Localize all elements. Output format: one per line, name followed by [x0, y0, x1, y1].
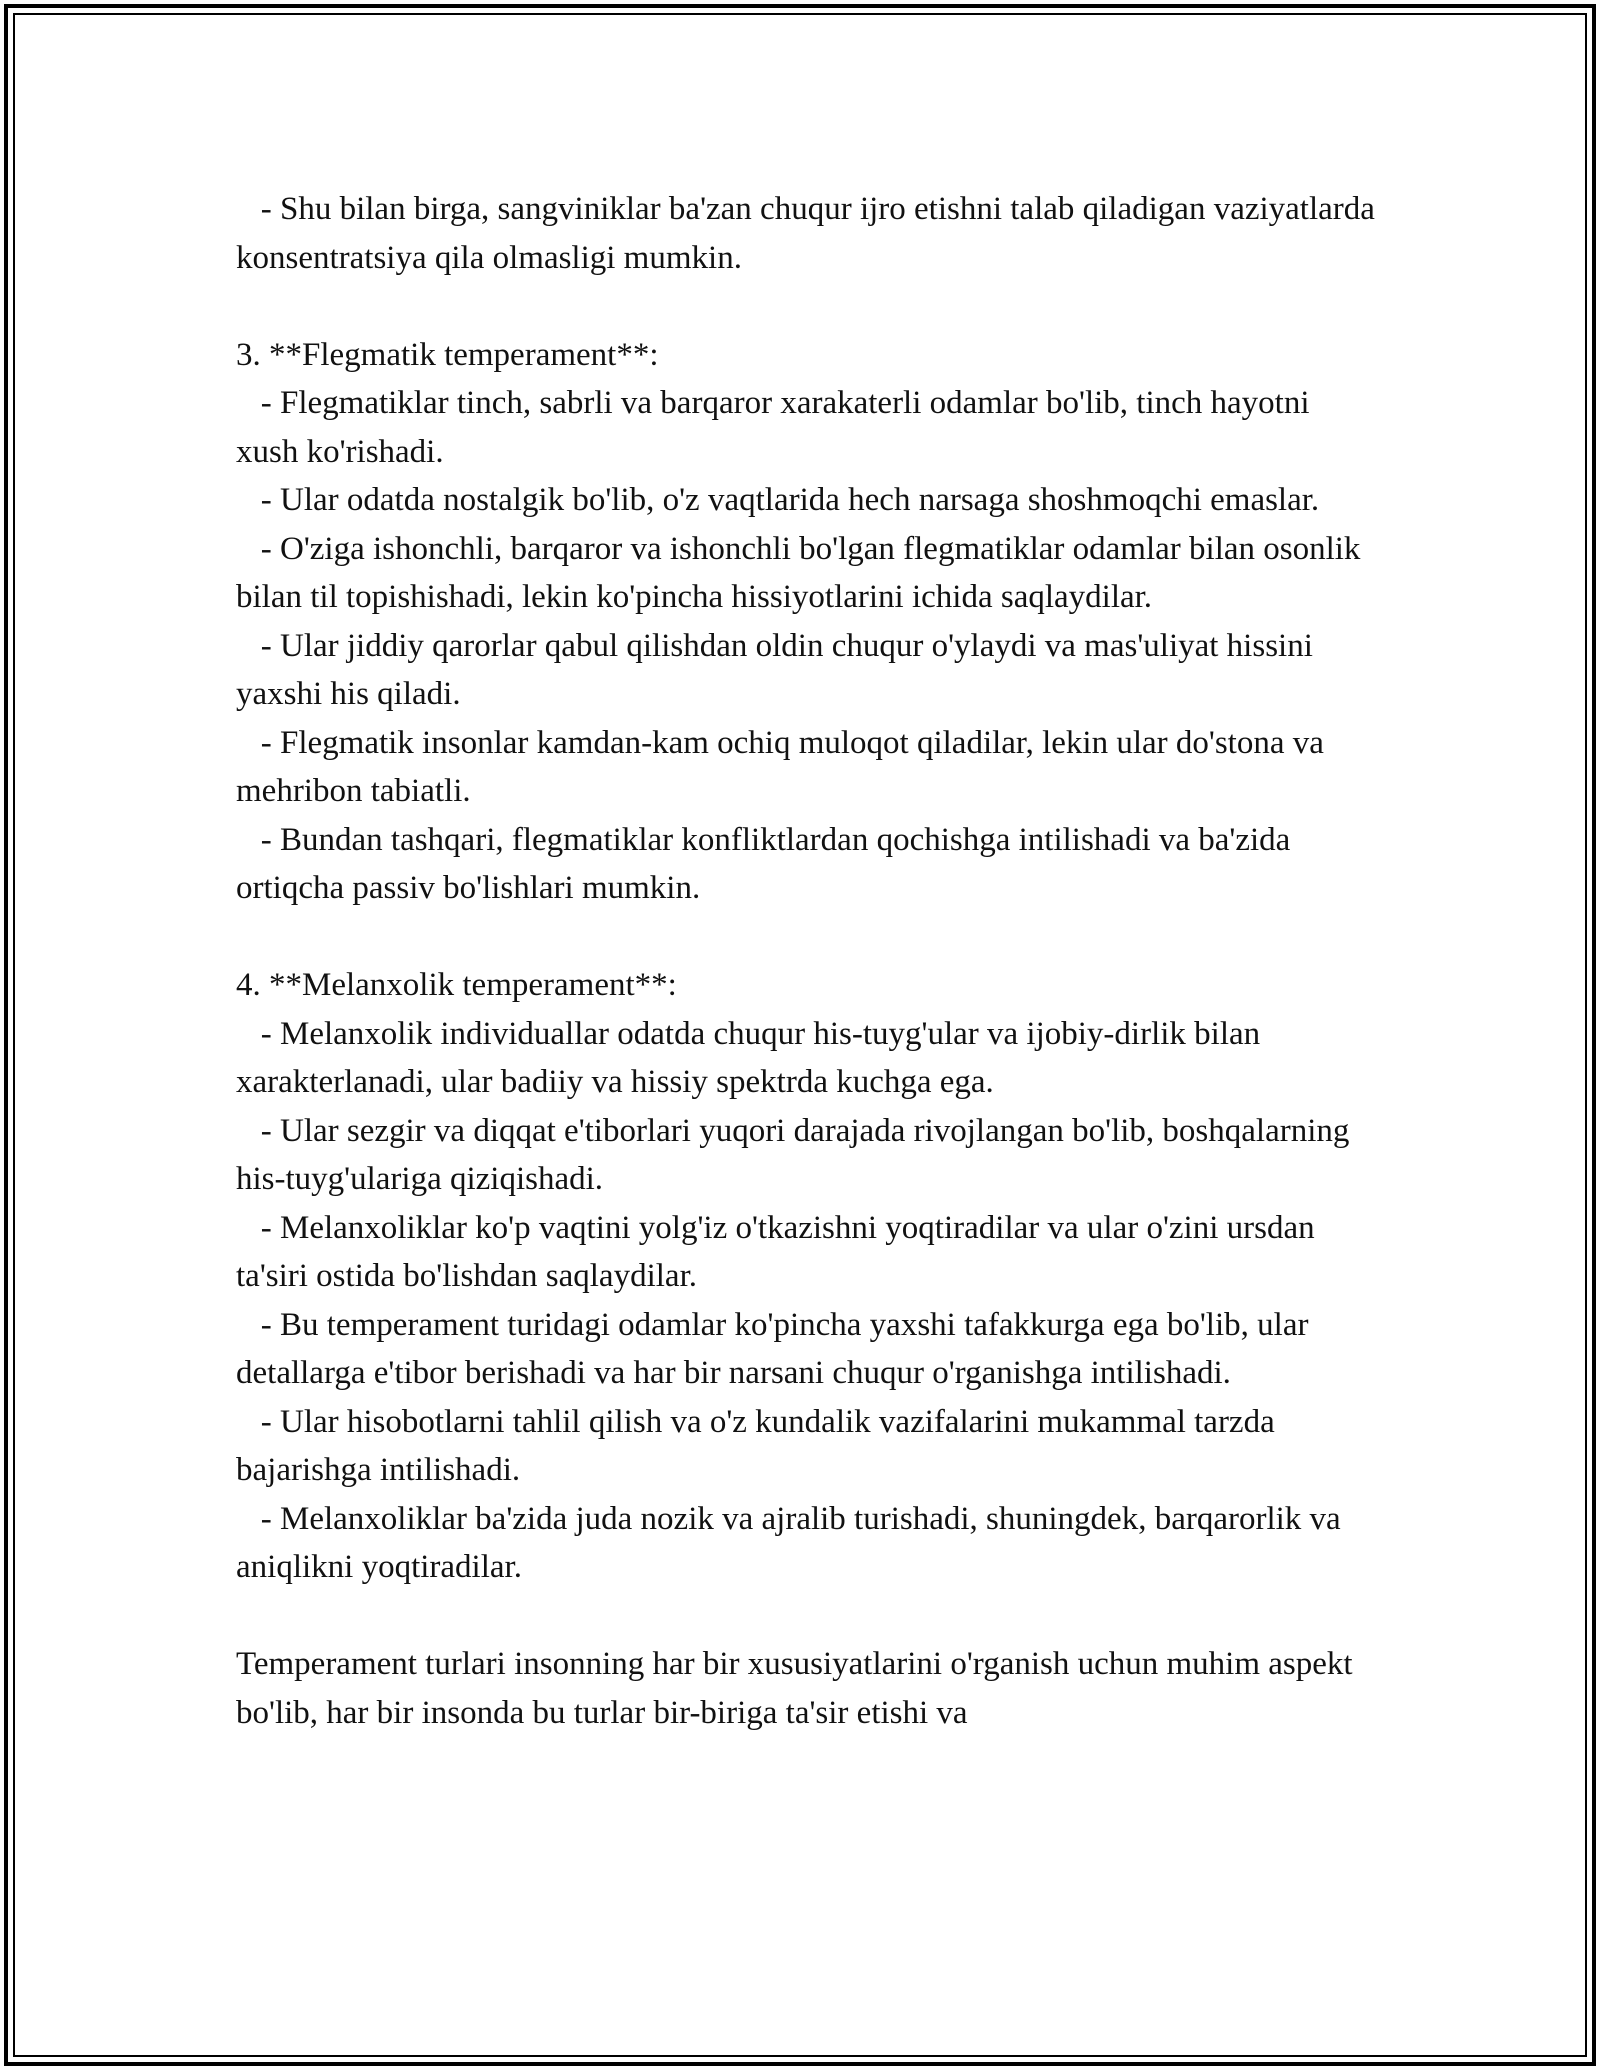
list-item: - O'ziga ishonchli, barqaror va ishonchli bo'lgan flegmatiklar odamlar bilan osonlik bilan til topishishadi, lekin ko'pincha hissiyotlarini ichida saqlaydilar.: [236, 530, 1369, 615]
list-item: - Melanxolik individuallar odatda chuqur his-tuyg'ular va ijobiy-dirlik bilan xarakterlanadi, ular badiiy va hissiy spektrda kuchga ega.: [236, 1015, 1269, 1100]
paragraph-spacer: [236, 1592, 1376, 1641]
paragraph: - Shu bilan birga, sangviniklar ba'zan chuqur ijro etishni talab qiladigan vaziyatlarda konsentratsiya qila olmasligi mumkin.: [236, 191, 1384, 276]
document-body: [236, 185, 1384, 1737]
list-item: - Ular hisobotlarni tahlil qilish va o'z kundalik vazifalarini mukammal tarzda bajarishga intilishadi.: [236, 1403, 1283, 1488]
list-item: - Bundan tashqari, flegmatiklar konfliktlardan qochishga intilishadi va ba'zida ortiqcha passiv bo'lishlari mumkin.: [236, 821, 1299, 906]
list-item: - Flegmatiklar tinch, sabrli va barqaror xarakaterli odamlar bo'lib, tinch hayotni xush ko'rishadi.: [236, 385, 1318, 470]
paragraph-spacer: [236, 282, 1376, 331]
paragraph-spacer: [236, 913, 1376, 962]
list-item: - Bu temperament turidagi odamlar ko'pincha yaxshi tafakkurga ega bo'lib, ular detallarga e'tibor berishadi va har bir narsani chuqur o'rganishga intilishadi.: [236, 1306, 1317, 1391]
list-item: - Ular jiddiy qarorlar qabul qilishdan oldin chuqur o'ylaydi va mas'uliyat hissini yaxshi his qiladi.: [236, 627, 1322, 712]
list-item: - Ular sezgir va diqqat e'tiborlari yuqori darajada rivojlangan bo'lib, boshqalarning his-tuyg'ulariga qiziqishadi.: [236, 1112, 1358, 1197]
section-heading-flegmatik: 3. **Flegmatik temperament**:: [236, 336, 659, 373]
list-item: - Flegmatik insonlar kamdan-kam ochiq muloqot qiladilar, lekin ular do'stona va mehribon tabiatli.: [236, 724, 1333, 809]
list-item: - Ular odatda nostalgik bo'lib, o'z vaqtlarida hech narsaga shoshmoqchi emaslar.: [236, 482, 1320, 518]
closing-paragraph: Temperament turlari insonning har bir xususiyatlarini o'rganish uchun muhim aspekt bo'lib, har bir insonda bu turlar bir-biriga ta'sir etishi va: [236, 1646, 1361, 1731]
section-heading-melanxolik: 4. **Melanxolik temperament**:: [236, 967, 677, 1003]
list-item: - Melanxoliklar ko'p vaqtini yolg'iz o'tkazishni yoqtiradilar va ular o'zini ursdan ta'siri ostida bo'lishdan saqlaydilar.: [236, 1209, 1323, 1294]
list-item: - Melanxoliklar ba'zida juda nozik va ajralib turishadi, shuningdek, barqarorlik va aniqlikni yoqtiradilar.: [236, 1500, 1349, 1585]
